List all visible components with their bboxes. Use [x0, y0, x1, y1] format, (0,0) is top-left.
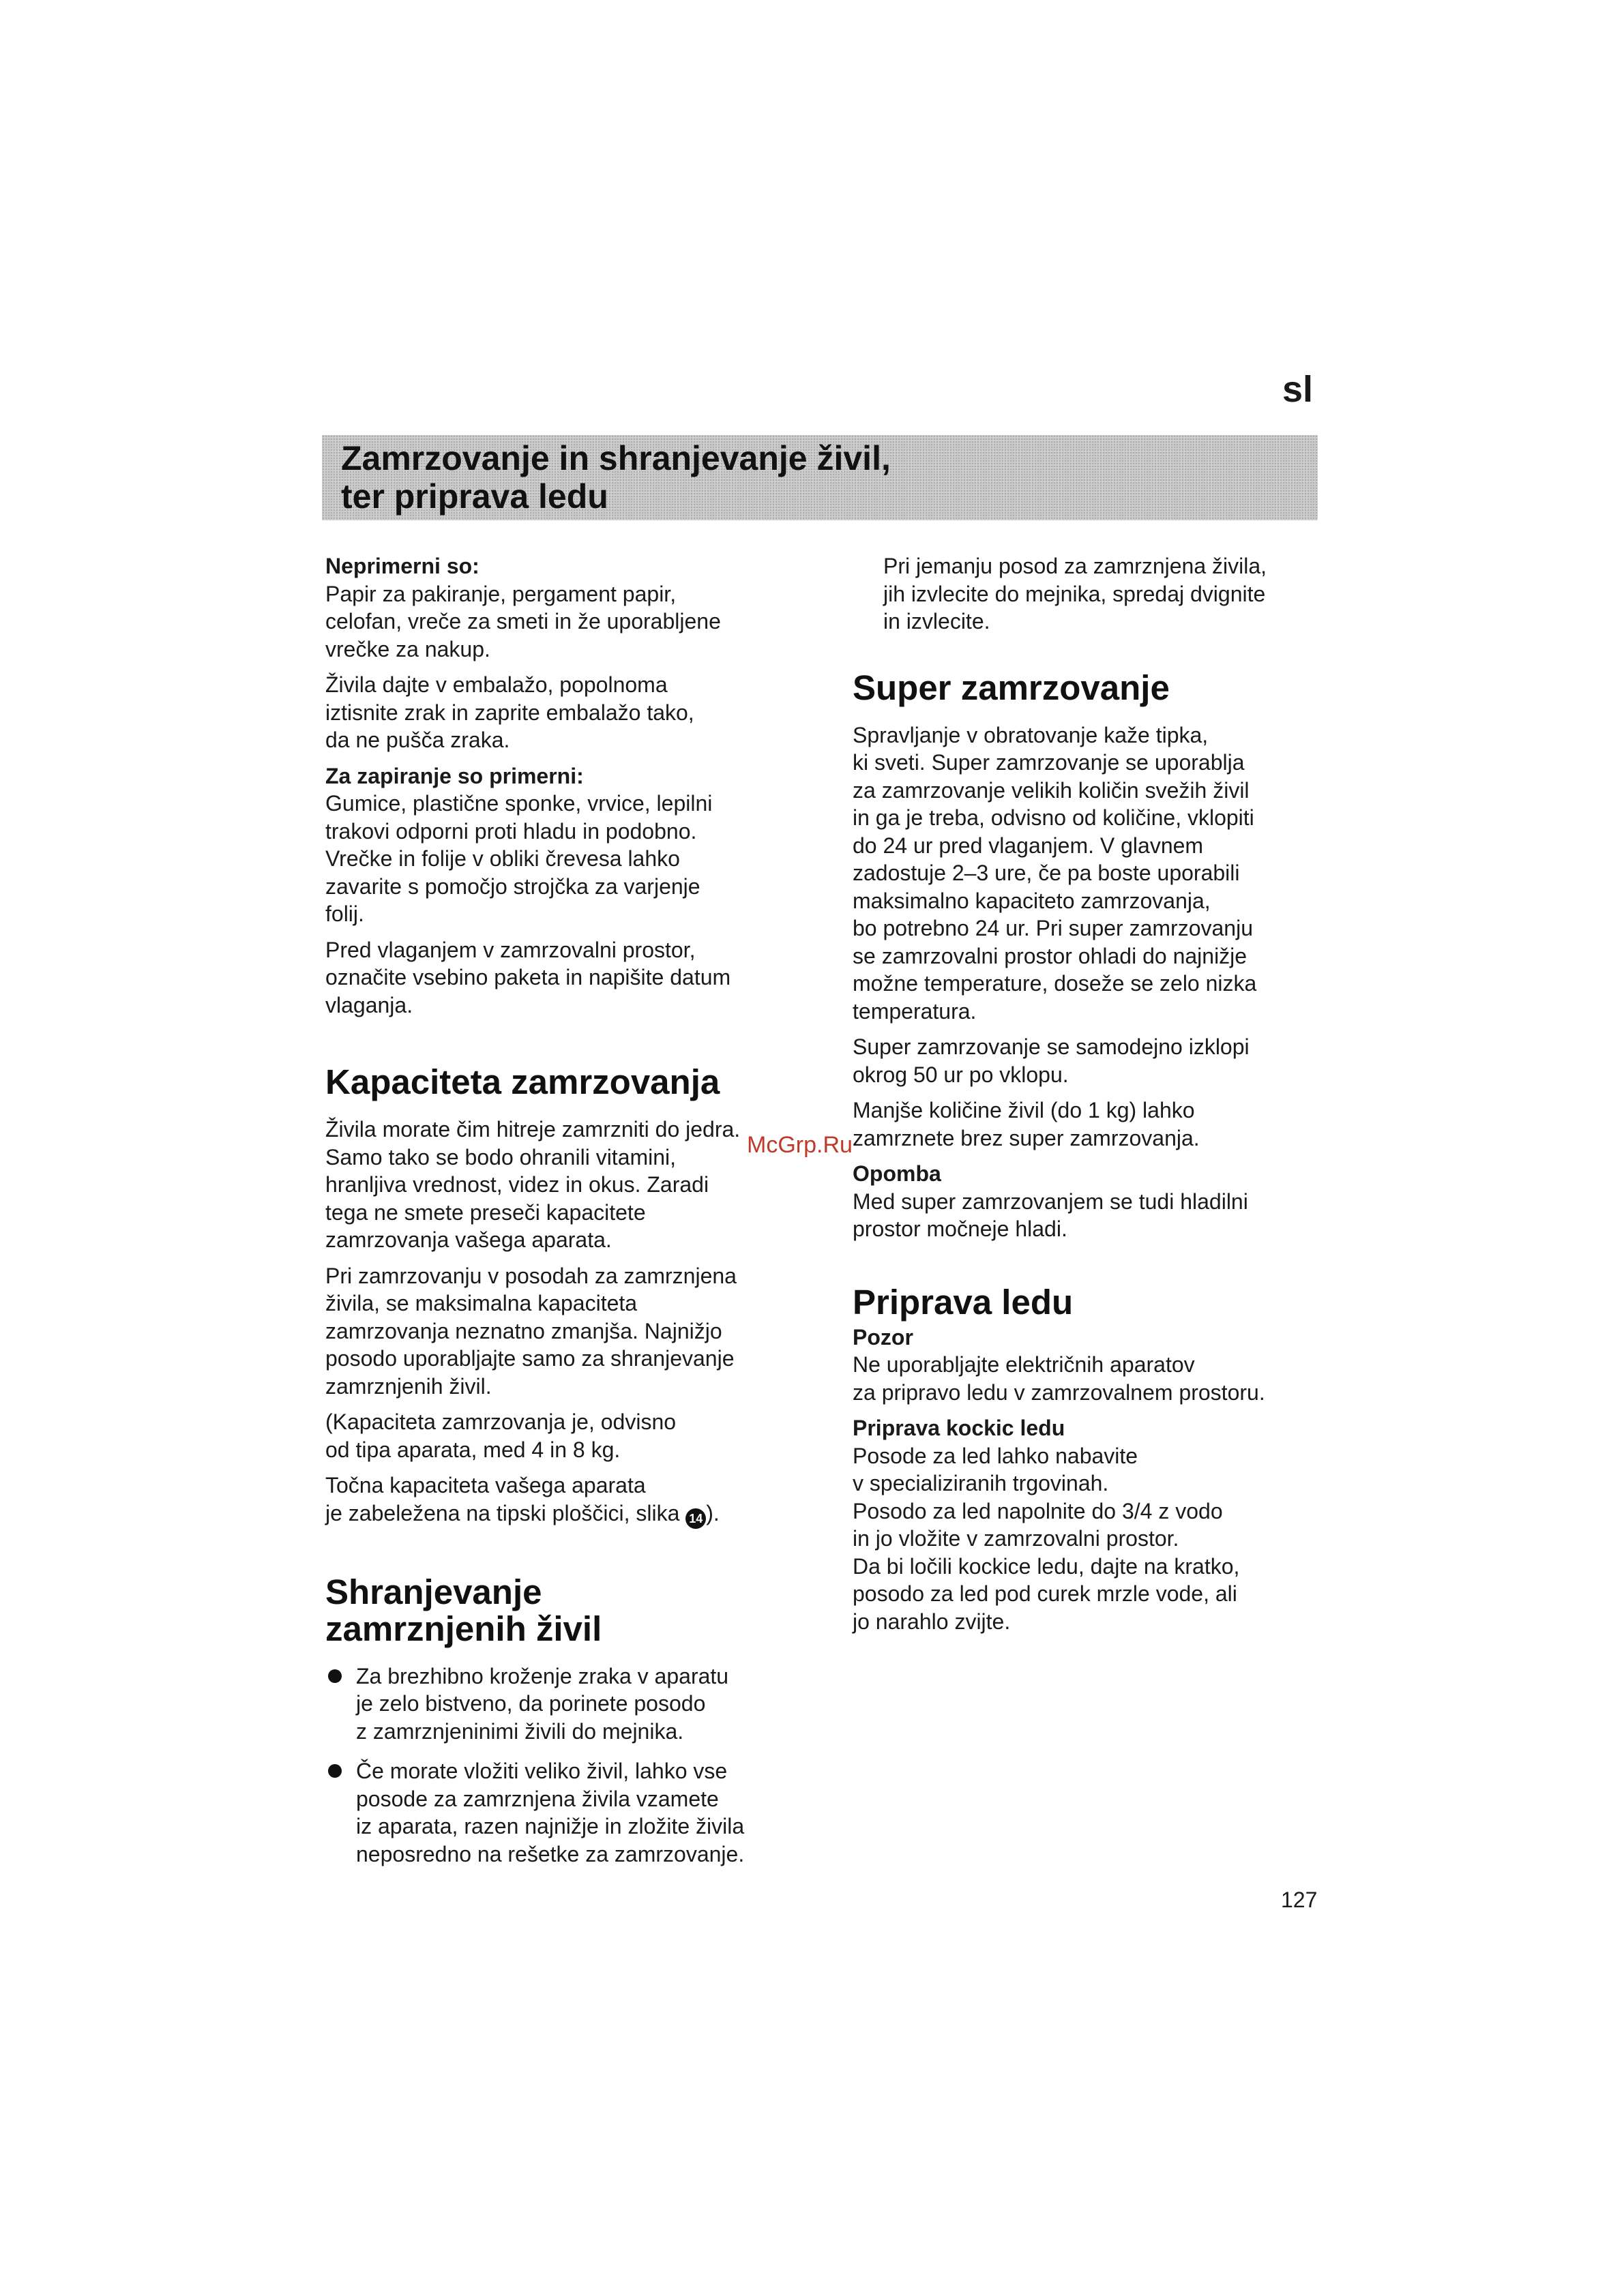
super-freeze-paragraph-3: Manjše količine živil (do 1 kg) lahko zamrznete brez super zamrzovanja.	[853, 1098, 1200, 1150]
capacity-paragraph-2: Pri zamrzovanju v posodah za zamrznjena živila, se maksimalna kapaciteta zamrzovanja neznatno zmanjša. Najnižjo posodo uporabljajte samo za shranjevanje zamrznjenih živil.	[325, 1263, 737, 1399]
capacity-paragraph-4-text: Točna kapaciteta vašega aparata je zabeležena na tipski ploščici, slika	[325, 1473, 680, 1525]
ice-cubes-text	[853, 1442, 1330, 1636]
capacity-paragraph-4	[325, 1472, 803, 1529]
note-label: Opomba	[853, 1161, 941, 1186]
super-freeze-paragraph-2: Super zamrzovanje se samodejno izklopi okrog 50 ur po vklopu.	[853, 1034, 1250, 1087]
capacity-paragraph-4-end: ).	[706, 1500, 720, 1525]
note-text: Med super zamrzovanjem se tudi hladilni prostor močneje hladi.	[853, 1189, 1248, 1241]
page-number: 127	[1281, 1888, 1318, 1912]
unsuitable-label: Neprimerni so:	[325, 554, 479, 578]
capacity-heading: Kapaciteta zamrzovanja	[325, 1062, 720, 1101]
page-title	[341, 439, 891, 516]
figure-14-icon: 14	[685, 1508, 706, 1529]
language-code: sl	[1282, 369, 1314, 410]
fraction-three-quarters: 3/4	[1121, 1498, 1153, 1523]
closing-text: Gumice, plastične sponke, vrvice, lepilni trakovi odporni proti hladu in podobno. Vrečke in folije v obliki črevesa lahko zavarite s pomočjo strojčka za varjenje folij.	[325, 791, 713, 926]
watermark: McGrp.Ru	[747, 1132, 853, 1158]
storage-heading-line-2: zamrznjenih živil	[325, 1609, 602, 1648]
pack-text: Živila dajte v embalažo, popolnoma iztisnite zrak in zaprite embalažo tako, da ne pušča zraka.	[325, 672, 694, 752]
left-column	[325, 552, 803, 1880]
list-item	[325, 1757, 803, 1868]
super-freeze-heading: Super zamrzovanje	[853, 668, 1170, 707]
ice-heading: Priprava ledu	[853, 1282, 1074, 1322]
ice-cubes-text-b: z vodo in jo vložite v zamrzovalni prostor. Da bi ločili kockice ledu, dajte na kratko, posodo za led pod curek mrzle vode, ali jo narahlo zvijte.	[853, 1498, 1240, 1634]
storage-bullet-2: Če morate vložiti veliko živil, lahko vse posode za zamrznjena živila vzamete iz aparata, razen najnižje in zložite živila neposredno na rešetke za zamrzovanje.	[356, 1759, 745, 1866]
removal-text: Pri jemanju posod za zamrznjena živila, jih izvlecite do mejnika, spredaj dvignite in izvlecite.	[883, 554, 1267, 633]
page-title-line-2: ter priprava ledu	[341, 477, 608, 516]
list-item	[325, 1663, 803, 1746]
caution-label: Pozor	[853, 1324, 913, 1350]
capacity-paragraph-1: Živila morate čim hitreje zamrzniti do jedra. Samo tako se bodo ohranili vitamini, hranljiva vrednost, videz in okus. Zaradi tega ne smete preseči kapacitete zamrzovanja vašega aparata.	[325, 1117, 741, 1252]
closing-label: Za zapiranje so primerni:	[325, 763, 584, 788]
bullet-icon	[328, 1669, 342, 1683]
storage-heading-line-1: Shranjevanje	[325, 1572, 542, 1611]
storage-bullet-1: Za brezhibno kroženje zraka v aparatu je zelo bistveno, da porinete posodo z zamrznjeninimi živili do mejnika.	[356, 1663, 729, 1744]
unsuitable-text: Papir za pakiranje, pergament papir, celofan, vreče za smeti in že uporabljene vrečke za nakup.	[325, 581, 721, 661]
section-banner	[322, 435, 1318, 520]
capacity-paragraph-3: (Kapaciteta zamrzovanja je, odvisno od tipa aparata, med 4 in 8 kg.	[325, 1410, 677, 1462]
super-freeze-paragraph-1: Spravljanje v obratovanje kaže tipka, ki sveti. Super zamrzovanje se uporablja za zamrzovanje velikih količin svežih živil in ga je treba, odvisno od količine, vklopiti do 24 ur pred vlaganjem. V glavnem zadostuje 2–3 ure, če pa boste uporabili maksimalno kapaciteto zamrzovanja, bo potrebno 24 ur. Pri super zamrzovanju se zamrzovalni prostor ohladi do najnižje možne temperature, doseže se zelo nizka temperatura.	[853, 722, 1257, 1024]
page-title-line-1: Zamrzovanje in shranjevanje živil,	[341, 439, 891, 477]
storage-heading	[325, 1574, 803, 1648]
bullet-icon	[328, 1764, 342, 1778]
caution-text: Ne uporabljajte električnih aparatov za pripravo ledu v zamrzovalnem prostoru.	[853, 1352, 1265, 1405]
ice-cubes-text-a: Posode za led lahko nabavite v specializiranih trgovinah. Posodo za led napolnite do	[853, 1443, 1138, 1523]
right-column	[853, 552, 1330, 1643]
ice-cubes-label: Priprava kockic ledu	[853, 1416, 1065, 1440]
storage-bullet-list	[325, 1663, 803, 1868]
label-text: Pred vlaganjem v zamrzovalni prostor, označite vsebino paketa in napišite datum vlaganja.	[325, 937, 731, 1017]
